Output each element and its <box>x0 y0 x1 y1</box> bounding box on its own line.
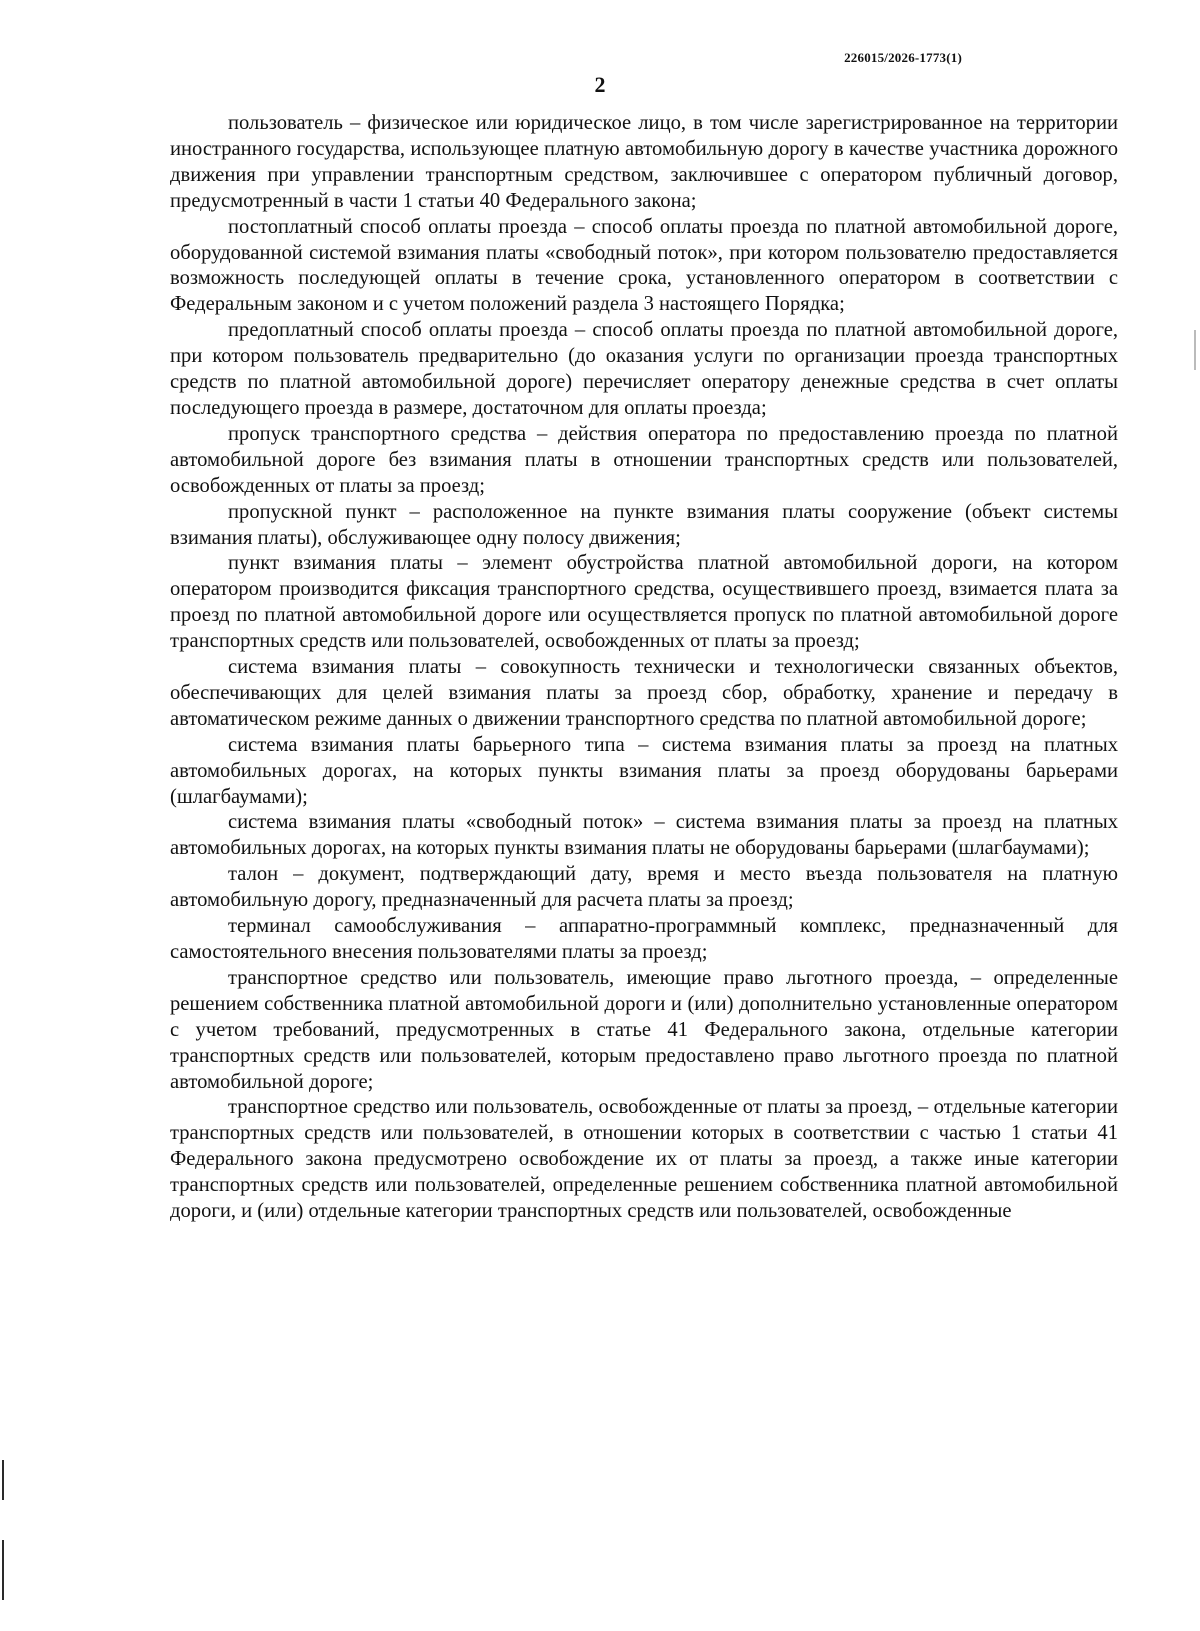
paragraph-vehicle-pass-definition: пропуск транспортного средства – действия оператора по предоставлению проезда по платной автомобильной дороге без взимания платы в отношении транспортных средств или пользователей, освобожденных от платы за проезд; <box>170 422 1118 497</box>
paragraph-preferential-passage-definition: транспортное средство или пользователь, имеющие право льготного проезда, – определенные решением собственника платной автомобильной дороги и (или) дополнительно установленные оператором с учетом требований, предусмотренных в статье 41 Федерального закона, отдельные категории транспортных средств или пользователей, которым предоставлено право льготного проезда по платной автомобильной дороге; <box>170 966 1118 1093</box>
document-body <box>170 111 1118 1225</box>
document-registration-number: 226015/2026-1773(1) <box>844 50 962 65</box>
paragraph-free-flow-definition: система взимания платы «свободный поток» – система взимания платы за проезд на платных автомобильных дорогах, на которых пункты взимания платы не оборудованы барьерами (шлагбаумами); <box>170 811 1118 860</box>
paragraph-toll-point-definition: пункт взимания платы – элемент обустройства платной автомобильной дороги, на котором оператором производится фиксация транспортного средства, осуществившего проезд, взимается плата за проезд по платной автомобильной дороге или осуществляется пропуск по платной автомобильной дороге транспортных средств или пользователей, освобожденных от платы за проезд; <box>170 552 1118 653</box>
paragraph-user-definition: пользователь – физическое или юридическое лицо, в том числе зарегистрированное на территории иностранного государства, использующее платную автомобильную дорогу в качестве участника дорожного движения при управлении транспортным средством, заключившее с оператором публичный договор, предусмотренный в части 1 статьи 40 Федерального закона; <box>170 112 1118 212</box>
paragraph-checkpoint-definition: пропускной пункт – расположенное на пункте взимания платы сооружение (объект системы взимания платы), обслуживающее одну полосу движения; <box>170 500 1118 549</box>
scan-artifact-mark <box>2 1540 4 1600</box>
scan-artifact-mark <box>2 1460 4 1500</box>
paragraph-toll-system-definition: система взимания платы – совокупность технически и технологически связанных объектов, обеспечивающих для целей взимания платы за проезд сбор, обработку, хранение и передачу в автоматическом режиме данных о движении транспортного средства по платной автомобильной дороге; <box>170 656 1118 730</box>
scan-artifact-mark <box>1194 330 1196 370</box>
paragraph-ticket-definition: талон – документ, подтверждающий дату, время и место въезда пользователя на платную автомобильную дорогу, предназначенный для расчета платы за проезд; <box>170 863 1118 912</box>
paragraph-postpaid-definition: постоплатный способ оплаты проезда – способ оплаты проезда по платной автомобильной дороге, оборудованной системой взимания платы «свободный поток», при котором пользователю предоставляется возможность последующей оплаты в течение срока, установленного оператором в соответствии с Федеральным законом и с учетом положений раздела 3 настоящего Порядка; <box>170 215 1118 316</box>
paragraph-barrier-system-definition: система взимания платы барьерного типа – система взимания платы за проезд на платных автомобильных дорогах, на которых пункты взимания платы за проезд оборудованы барьерами (шлагбаумами); <box>170 733 1118 808</box>
paragraph-self-service-terminal-definition: терминал самообслуживания – аппаратно-программный комплекс, предназначенный для самостоятельного внесения пользователями платы за проезд; <box>170 915 1118 963</box>
page-number: 2 <box>594 72 606 97</box>
paragraph-prepaid-definition: предоплатный способ оплаты проезда – способ оплаты проезда по платной автомобильной дороге, при котором пользователь предварительно (до оказания услуги по организации проезда транспортных средств по платной автомобильной дороге) перечисляет оператору денежные средства в счет оплаты последующего проезда в размере, достаточном для оплаты проезда; <box>170 319 1118 419</box>
paragraph-exempt-vehicle-definition: транспортное средство или пользователь, освобожденные от платы за проезд, – отдельные категории транспортных средств или пользователей, в отношении которых в соответствии с частью 1 статьи 41 Федерального закона предусмотрено освобождение их от платы за проезд, а также иные категории транспортных средств или пользователей, определенные решением собственника платной автомобильной дороги, и (или) отдельные категории транспортных средств или пользователей, освобожденные <box>170 1096 1118 1223</box>
